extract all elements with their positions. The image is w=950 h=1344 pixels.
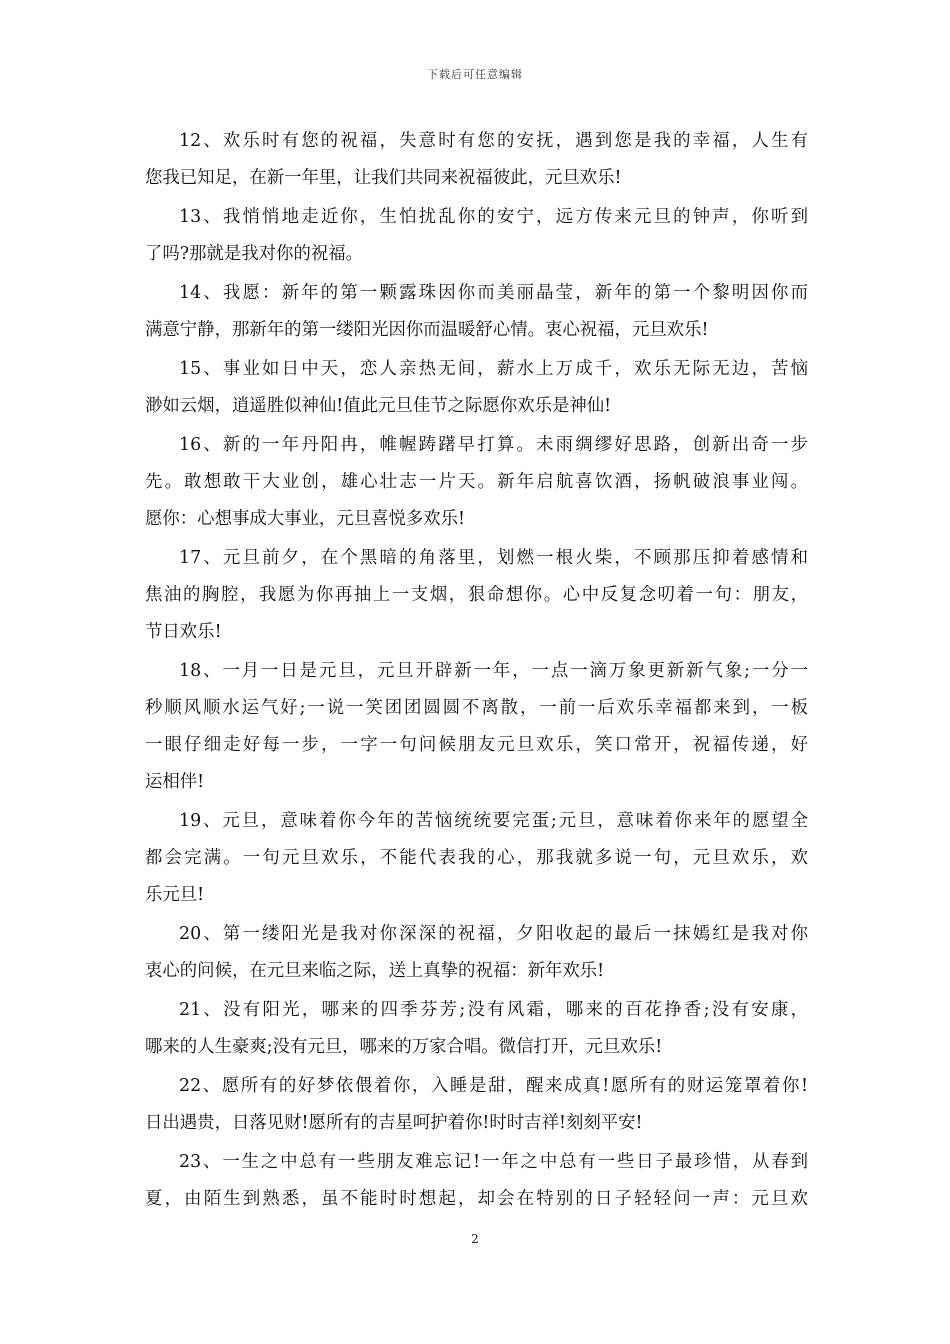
paragraph-line: 节日欢乐! (145, 622, 222, 642)
paragraph-line: 运相伴! (145, 772, 205, 792)
page-number: 2 (471, 1232, 479, 1246)
paragraph-line: 日出遇贵，日落见财!愿所有的吉星呵护着你!时时吉祥!刻刻平安! (145, 1113, 643, 1133)
paragraph-line: 16、新的一年丹阳冉，帷幄踌躇早打算。未雨绸缪好思路，创新出奇一步 (179, 435, 808, 455)
paragraph-12 (145, 123, 808, 197)
paragraph-20 (145, 916, 808, 990)
paragraph-line: 18、一月一日是元旦，元旦开辟新一年，一点一滴万象更新新气象;一分一 (179, 661, 808, 681)
paragraph-13 (145, 199, 808, 273)
paragraph-14 (145, 275, 808, 349)
document-body (145, 123, 808, 1220)
paragraph-line: 12、欢乐时有您的祝福，失意时有您的安抚，遇到您是我的幸福，人生有 (179, 131, 808, 151)
page-header: 下载后可任意编辑 (427, 68, 523, 81)
paragraph-line: 满意宁静，那新年的第一缕阳光因你而温暖舒心情。衷心祝福，元旦欢乐! (145, 320, 709, 340)
paragraph-line: 焦油的胸腔，我愿为你再抽上一支烟，狠命想你。心中反复念叨着一句：朋友， (145, 585, 808, 605)
paragraph-line: 先。敢想敢干大业创，雄心壮志一片天。新年启航喜饮酒，扬帆破浪事业闯。 (145, 472, 808, 492)
paragraph-18 (145, 653, 808, 801)
paragraph-line: 乐元旦! (145, 885, 205, 905)
paragraph-19 (145, 803, 808, 914)
paragraph-line: 20、第一缕阳光是我对你深深的祝福，夕阳收起的最后一抹嫣红是我对你 (179, 924, 808, 944)
paragraph-line: 了吗?那就是我对你的祝福。 (145, 244, 364, 264)
paragraph-15 (145, 351, 808, 425)
paragraph-line: 一眼仔细走好每一步，一字一句问候朋友元旦欢乐，笑口常开，祝福传递，好 (145, 735, 808, 755)
paragraph-23 (145, 1144, 808, 1218)
paragraph-line: 21、没有阳光，哪来的四季芬芳;没有风霜，哪来的百花挣香;没有安康， (179, 1000, 808, 1020)
paragraph-line: 哪来的人生豪爽;没有元旦，哪来的万家合唱。微信打开，元旦欢乐! (145, 1037, 663, 1057)
paragraph-line: 15、事业如日中天，恋人亲热无间，薪水上万成千，欢乐无际无边，苦恼 (179, 359, 808, 379)
paragraph-22 (145, 1068, 808, 1142)
paragraph-line: 夏，由陌生到熟悉，虽不能时时想起，却会在特别的日子轻轻问一声：元旦欢 (145, 1189, 808, 1209)
paragraph-line: 22、愿所有的好梦依偎着你，入睡是甜，醒来成真!愿所有的财运笼罩着你! (179, 1076, 808, 1096)
paragraph-21 (145, 992, 808, 1066)
paragraph-16 (145, 427, 808, 538)
paragraph-line: 14、我愿：新年的第一颗露珠因你而美丽晶莹，新年的第一个黎明因你而 (179, 283, 808, 303)
paragraph-line: 13、我悄悄地走近你，生怕扰乱你的安宁，远方传来元旦的钟声，你听到 (179, 207, 808, 227)
paragraph-line: 17、元旦前夕，在个黑暗的角落里，划燃一根火柴，不顾那压抑着感情和 (179, 548, 808, 568)
paragraph-line: 渺如云烟，逍遥胜似神仙!值此元旦佳节之际愿你欢乐是神仙! (145, 396, 612, 416)
paragraph-line: 您我已知足，在新一年里，让我们共同来祝福彼此，元旦欢乐! (145, 168, 622, 188)
paragraph-line: 秒顺风顺水运气好;一说一笑团团圆圆不离散，一前一后欢乐幸福都来到，一板 (145, 698, 808, 718)
paragraph-line: 19、元旦，意味着你今年的苦恼统统要完蛋;元旦，意味着你来年的愿望全 (179, 811, 808, 831)
paragraph-line: 衷心的问候，在元旦来临之际，送上真挚的祝福：新年欢乐! (145, 961, 605, 981)
paragraph-17 (145, 540, 808, 651)
paragraph-line: 23、一生之中总有一些朋友难忘记!一年之中总有一些日子最珍惜，从春到 (179, 1152, 808, 1172)
paragraph-line: 愿你：心想事成大事业，元旦喜悦多欢乐! (145, 509, 466, 529)
paragraph-line: 都会完满。一句元旦欢乐，不能代表我的心，那我就多说一句，元旦欢乐，欢 (145, 848, 808, 868)
